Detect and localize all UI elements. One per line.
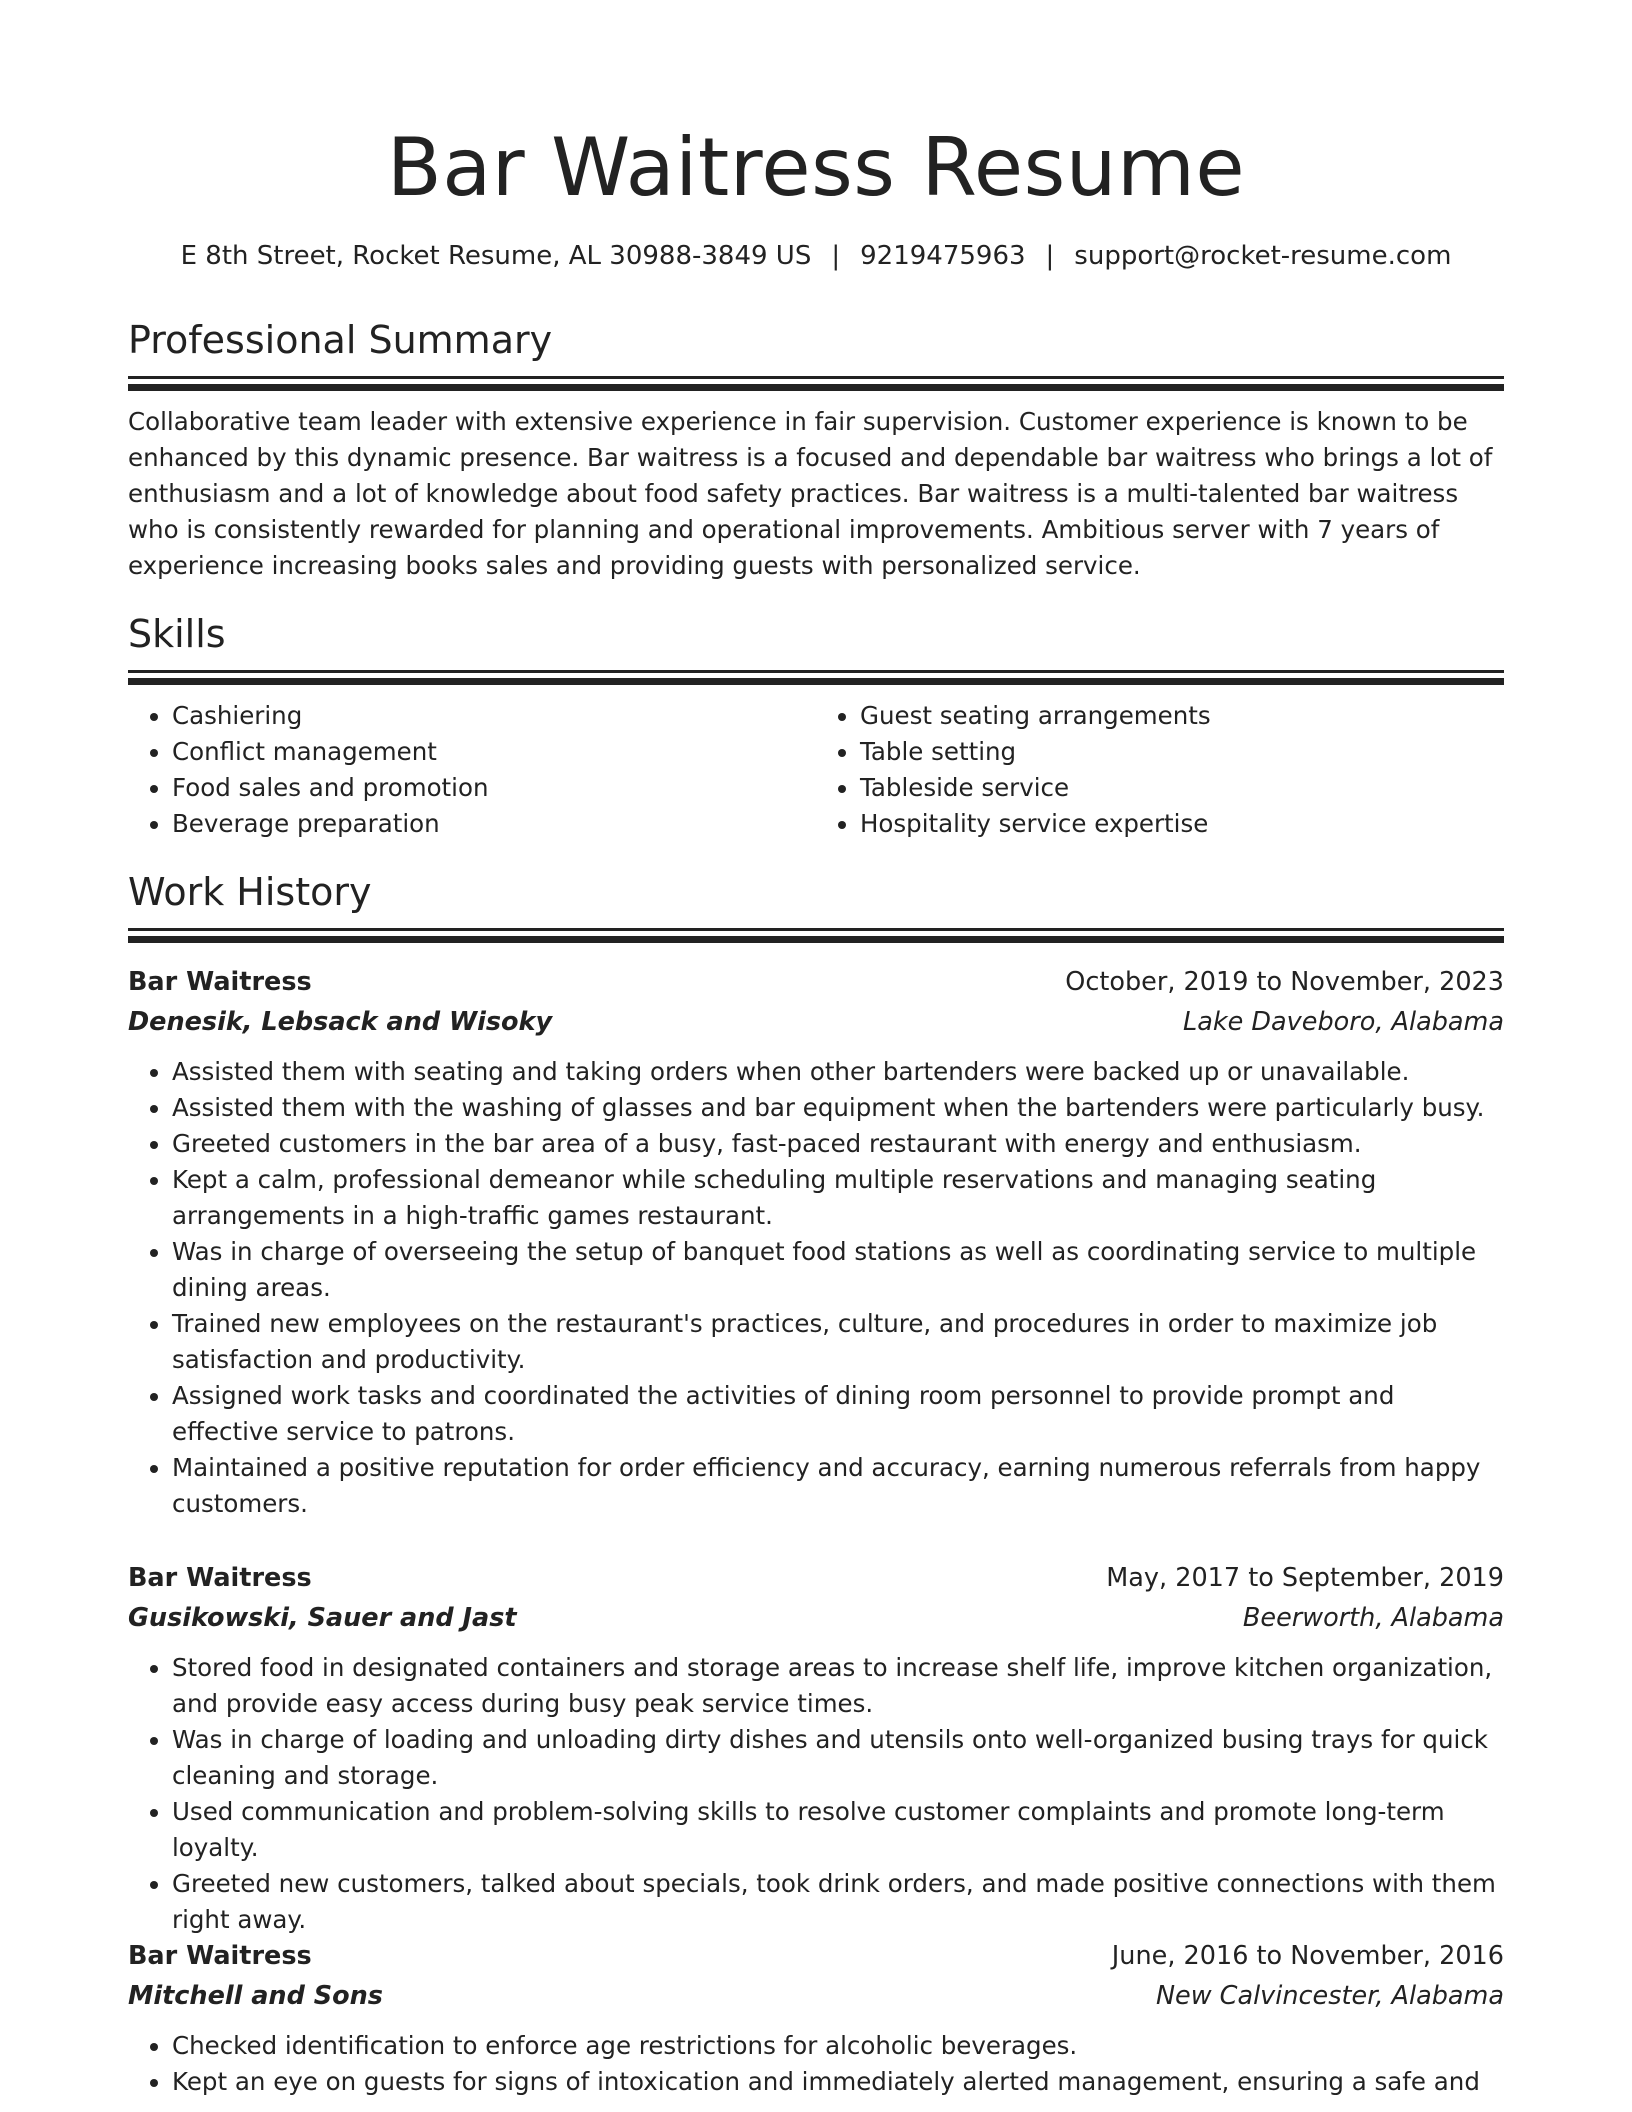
job-bullet: • Maintained a positive reputation for order efficiency and accuracy, earning numerous referrals from happy customers.: [172, 1450, 1504, 1522]
job-company: Mitchell and Sons: [128, 1981, 383, 2011]
job-bullet: • Stored food in designated containers and storage areas to increase shelf life, improve kitchen organization, and provide easy access during busy peak service times.: [172, 1650, 1504, 1722]
job-dates: May, 2017 to September, 2019: [1106, 1563, 1504, 1593]
job-bullet: • Kept a calm, professional demeanor while scheduling multiple reservations and managing seating arrangements in a high-traffic games restaurant.: [172, 1162, 1504, 1234]
job-bullet-list: [128, 1054, 1504, 1522]
skill-item: • Conflict management: [172, 734, 816, 770]
summary-text: Collaborative team leader with extensive experience in fair supervision. Customer experience is known to be enhanced by this dynamic presence. Bar waitress is a focused and dependable bar waitress who brings a lot of enthusiasm and a lot of knowledge about food safety practices. Bar waitress is a multi-talented bar waitress who is consistently rewarded for planning and operational improvements. Ambitious server with 7 years of experience increasing books sales and providing guests with personalized service.: [128, 407, 1493, 580]
job-entry: [128, 1560, 1504, 1938]
contact-address: E 8th Street, Rocket Resume, AL 30988-3849 US: [180, 241, 812, 271]
section-divider: [128, 928, 1504, 931]
resume-title: Bar Waitress Resume: [386, 121, 1246, 214]
contact-separator: |: [1045, 241, 1055, 271]
job-entry: [128, 1938, 1504, 2100]
job-subheader: [128, 1004, 1504, 1040]
job-header: [128, 1560, 1504, 1596]
skills-list-right: [816, 698, 1504, 842]
job-company: Gusikowski, Sauer and Jast: [128, 1603, 517, 1633]
job-bullet-list: [128, 1650, 1504, 1938]
job-title: Bar Waitress: [128, 967, 312, 997]
job-bullet: • Assigned work tasks and coordinated the activities of dining room personnel to provide prompt and effective service to patrons.: [172, 1378, 1504, 1450]
section-divider: [128, 376, 1504, 379]
skill-item: • Guest seating arrangements: [860, 698, 1504, 734]
contact-phone: 9219475963: [860, 241, 1026, 271]
job-bullet-list: [128, 2028, 1504, 2100]
section-heading: Work History: [128, 870, 372, 914]
skill-item: • Hospitality service expertise: [860, 806, 1504, 842]
skill-item: • Table setting: [860, 734, 1504, 770]
job-bullet: • Trained new employees on the restaurant's practices, culture, and procedures in order to maximize job satisfaction and productivity.: [172, 1306, 1504, 1378]
skills-grid: [128, 698, 1504, 842]
job-bullet: • Assisted them with seating and taking orders when other bartenders were backed up or unavailable.: [172, 1054, 1504, 1090]
skills-list-left: [128, 698, 816, 842]
section-heading: Skills: [128, 612, 226, 656]
skills-section: [128, 610, 1504, 842]
job-dates: June, 2016 to November, 2016: [1111, 1941, 1504, 1971]
job-bullet: • Kept an eye on guests for signs of intoxication and immediately alerted management, ensuring a safe and: [172, 2064, 1504, 2100]
job-title: Bar Waitress: [128, 1941, 312, 1971]
job-location: Beerworth, Alabama: [1242, 1603, 1504, 1633]
job-bullet: • Greeted customers in the bar area of a busy, fast-paced restaurant with energy and enthusiasm.: [172, 1126, 1504, 1162]
skill-item: • Beverage preparation: [172, 806, 816, 842]
job-title: Bar Waitress: [128, 1563, 312, 1593]
contact-email: support@rocket-resume.com: [1074, 241, 1452, 271]
job-bullet: • Was in charge of loading and unloading dirty dishes and utensils onto well-organized busing trays for quick cleaning and storage.: [172, 1722, 1504, 1794]
job-dates: October, 2019 to November, 2023: [1065, 967, 1504, 997]
contact-separator: |: [831, 241, 841, 271]
job-subheader: [128, 1978, 1504, 2014]
job-bullet: • Used communication and problem-solving skills to resolve customer complaints and promote long-term loyalty.: [172, 1794, 1504, 1866]
job-header: [128, 1938, 1504, 1974]
job-location: New Calvincester, Alabama: [1155, 1981, 1504, 2011]
job-bullet: • Checked identification to enforce age restrictions for alcoholic beverages.: [172, 2028, 1504, 2064]
skill-item: • Cashiering: [172, 698, 816, 734]
summary-section: [128, 316, 1504, 584]
contact-line: [128, 238, 1504, 274]
section-heading: Professional Summary: [128, 318, 553, 362]
skill-item: • Food sales and promotion: [172, 770, 816, 806]
job-entry: [128, 964, 1504, 1522]
job-location: Lake Daveboro, Alabama: [1183, 1007, 1504, 1037]
job-bullet: • Greeted new customers, talked about specials, took drink orders, and made positive connections with them right away.: [172, 1866, 1504, 1938]
section-divider: [128, 670, 1504, 673]
job-bullet: • Assisted them with the washing of glasses and bar equipment when the bartenders were particularly busy.: [172, 1090, 1504, 1126]
job-company: Denesik, Lebsack and Wisoky: [128, 1007, 553, 1037]
job-bullet: • Was in charge of overseeing the setup of banquet food stations as well as coordinating service to multiple dining areas.: [172, 1234, 1504, 1306]
skill-item: • Tableside service: [860, 770, 1504, 806]
job-header: [128, 964, 1504, 1000]
work-history-section: [128, 868, 1504, 931]
job-subheader: [128, 1600, 1504, 1636]
